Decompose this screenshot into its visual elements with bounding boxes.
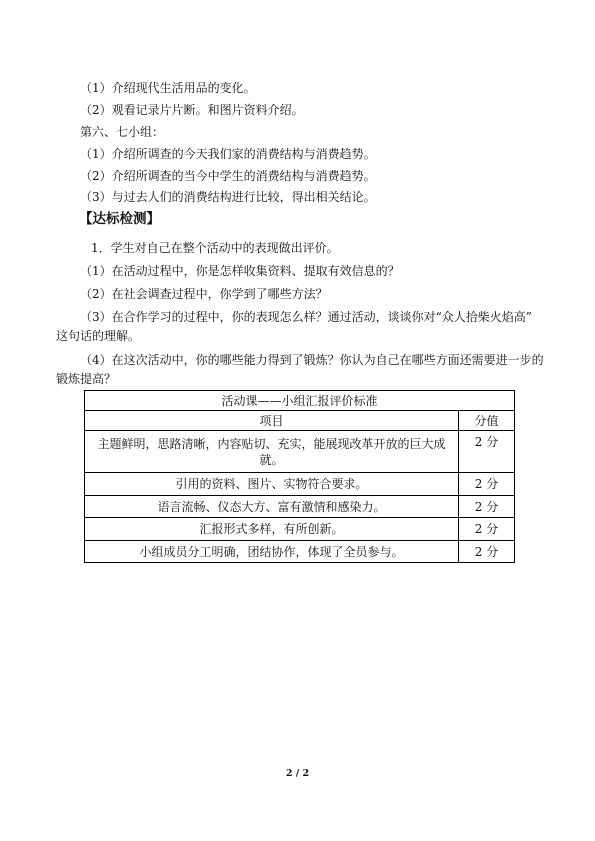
question-line: （1）在活动过程中，你是怎样收集资料、提取有效信息的？ — [80, 264, 400, 278]
text-line: （2）观看记录片片断。和图片资料介绍。 — [80, 103, 304, 117]
table-header-item: 项目 — [85, 411, 459, 431]
cell-text: 主题鲜明，思路清晰，内容贴切、充实，能展现改革开放的巨大成 — [97, 436, 446, 451]
table-row — [85, 496, 515, 518]
cell-text: 就。 — [259, 452, 284, 467]
table-cell-score: 2 分 — [459, 518, 515, 541]
table-row — [85, 473, 515, 496]
text-line: （1）介绍现代生活用品的变化。 — [80, 81, 256, 95]
question-line: （4）在这次活动中，你的哪些能力得到了锻炼？你认为自己在哪些方面还需要进一步的 — [80, 353, 544, 367]
table-row — [85, 541, 515, 563]
question-line: 1．学生对自己在整个活动中的表现做出评价。 — [91, 241, 339, 255]
table-cell-item: 引用的资料、图片、实物符合要求。 — [85, 473, 459, 496]
text-line: （1）介绍所调查的今天我们家的消费结构与消费趋势。 — [80, 147, 376, 161]
page-number: 2 / 2 — [285, 768, 310, 779]
table-cell-score: 2 分 — [459, 473, 515, 496]
text-line: （2）介绍所调查的当今中学生的消费结构与消费趋势。 — [80, 169, 376, 183]
question-line: （3）在合作学习的过程中，你的表现怎么样？通过活动，谈谈你对“众人拾柴火焰高” — [80, 310, 532, 324]
table-row — [85, 518, 515, 541]
evaluation-table — [84, 390, 515, 563]
question-line: 这句话的理解。 — [56, 329, 141, 343]
table-cell-item: 小组成员分工明确，团结协作，体现了全员参与。 — [85, 541, 459, 563]
text-line: （3）与过去人们的消费结构进行比较，得出相关结论。 — [80, 190, 376, 204]
question-line: 锻炼提高？ — [56, 372, 117, 386]
table-title: 活动课——小组汇报评价标准 — [85, 391, 515, 411]
table-cell-score: 2 分 — [459, 541, 515, 563]
table-row — [85, 431, 515, 473]
table-cell-item: 语言流畅、仪态大方、富有激情和感染力。 — [85, 496, 459, 518]
table-cell-score: 2 分 — [459, 496, 515, 518]
question-line: （2）在社会调查过程中，你学到了哪些方法？ — [80, 287, 328, 301]
section-heading: 【达标检测】 — [79, 211, 160, 227]
table-cell-item: 汇报形式多样，有所创新。 — [85, 518, 459, 541]
table-header-score: 分值 — [459, 411, 515, 431]
group-title: 第六、七小组： — [80, 125, 165, 139]
table-cell-score: 2 分 — [459, 431, 515, 473]
table-cell-item — [85, 431, 459, 473]
